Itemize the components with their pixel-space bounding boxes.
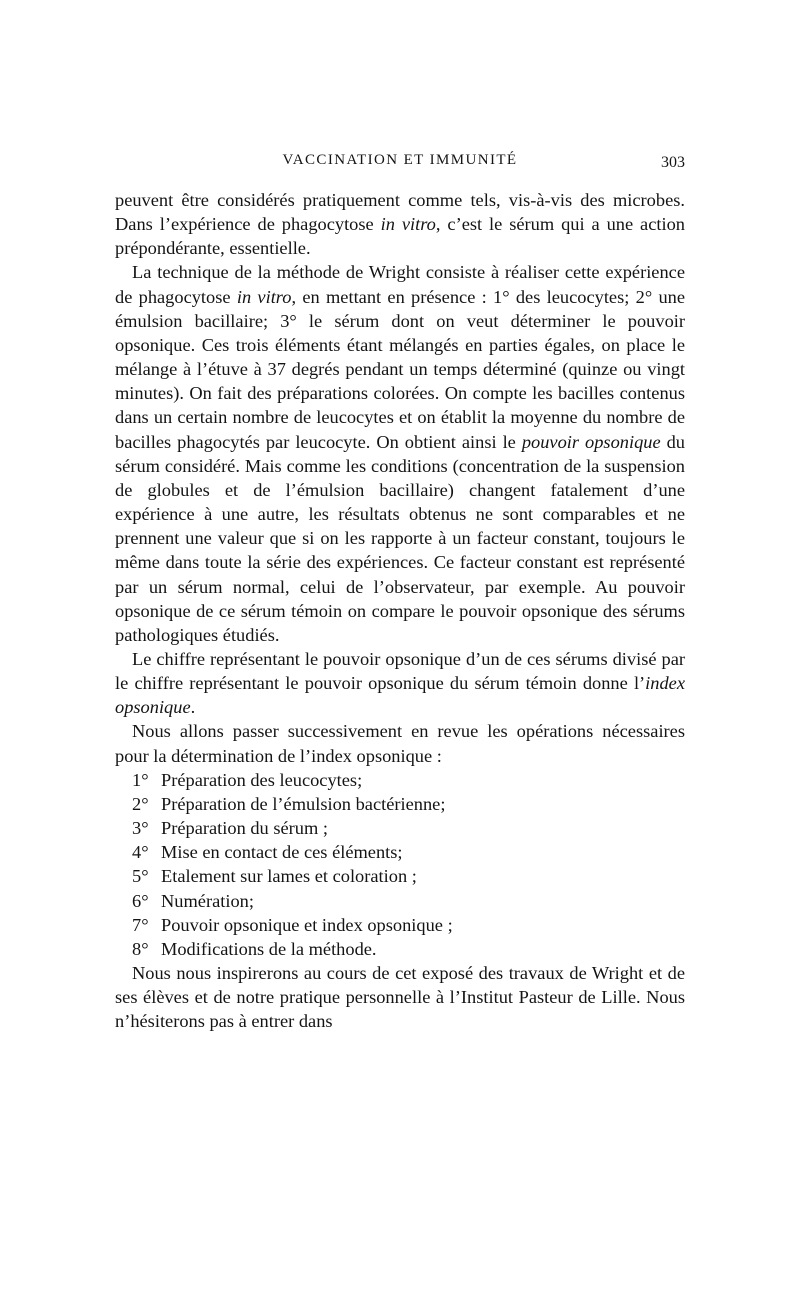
list-item-text: Pouvoir opsonique et index opsonique ; [161, 914, 453, 935]
paragraph-text: Nous nous inspirerons au cours de cet exposé des travaux de Wright et de ses élèves et de notre pratique personnelle à l’Institut Pasteur de Lille. Nous n’hésiterons pas à entrer dans [115, 963, 685, 1032]
list-item [115, 792, 685, 816]
italic-term: index opsonique [115, 673, 685, 718]
list-item [115, 913, 685, 937]
list-item [115, 816, 685, 840]
paragraph-continuation [115, 188, 685, 260]
italic-term: in vitro [380, 214, 436, 235]
italic-term: in vitro [236, 286, 292, 307]
list-item-number: 4° [132, 842, 149, 863]
list-item [115, 937, 685, 961]
list-item-text: Modifications de la méthode. [161, 938, 377, 959]
list-item-number: 2° [132, 793, 149, 814]
list-item [115, 840, 685, 864]
list-item-text: Préparation du sérum ; [161, 818, 329, 839]
list-item [115, 864, 685, 888]
operations-list [115, 768, 685, 961]
body-text [115, 188, 685, 1033]
paragraph-text: Nous allons passer successivement en revue les opérations nécessaires pour la détermination de l’index opsonique : [115, 721, 685, 766]
paragraph-text: peuvent être considérés pratiquement comme tels, vis-à-vis des microbes. Dans l’expérience de phagocytose [115, 190, 685, 235]
list-item-text: Etalement sur lames et coloration ; [161, 866, 417, 887]
paragraph-closing [115, 961, 685, 1033]
running-title: VACCINATION ET IMMUNITÉ [282, 152, 518, 168]
paragraph-text: , en mettant en présence : 1° des leucocytes; 2° une émulsion bacillaire; 3° le sérum dont on veut déterminer le pouvoir opsonique. Ces trois éléments étant mélangés en parties égales, on place le mélange à l’étuve à 37 degrés pendant un temps déterminé (quinze ou vingt minutes). On fait des préparations colorées. On compte les bacilles contenus dans un certain nombre de leucocytes et on établit la moyenne du nombre de bacilles phagocytés par leucocyte. On obtient ainsi le [115, 286, 686, 452]
paragraph-wright-technique [115, 260, 685, 647]
paragraph-text: , c’est le sérum qui a une action prépondérante, essentielle. [115, 214, 685, 259]
list-item [115, 889, 685, 913]
list-item-number: 1° [132, 769, 149, 790]
page-number: 303 [661, 154, 685, 171]
list-item-number: 5° [132, 866, 149, 887]
list-item-number: 3° [132, 818, 149, 839]
italic-term: pouvoir opsonique [521, 431, 661, 452]
paragraph-text: Le chiffre représentant le pouvoir opsonique d’un de ces sérums divisé par le chiffre représentant le pouvoir opsonique du sérum témoin donne l’ [115, 648, 685, 694]
list-item-text: Préparation de l’émulsion bactérienne; [161, 793, 446, 814]
list-item-number: 7° [132, 914, 149, 935]
list-item [115, 768, 685, 792]
list-item-number: 8° [132, 938, 149, 959]
paragraph-text: du sérum considéré. Mais comme les conditions (concentration de la suspension de globules et de l’émulsion bacillaire) changent fatalement d’une expérience à une autre, les résultats obtenus ne sont comparables et ne prennent une valeur que si on les rapporte à un facteur constant, toujours le même dans toute la série des expériences. Ce facteur constant est représenté par un sérum normal, celui de l’observateur, par exemple. Au pouvoir opsonique de ce sérum témoin on compare le pouvoir opsonique des sérums pathologiques étudiés. [115, 431, 685, 645]
paragraph-index-definition [115, 647, 685, 719]
list-item-text: Numération; [161, 890, 254, 911]
running-head [115, 150, 685, 174]
list-item-number: 6° [132, 890, 149, 911]
list-item-text: Préparation des leucocytes; [161, 769, 363, 790]
list-item-text: Mise en contact de ces éléments; [161, 842, 403, 863]
paragraph-text: . [190, 697, 196, 718]
paragraph-list-intro [115, 719, 685, 767]
paragraph-text: La technique de la méthode de Wright consiste à réaliser cette expérience de phagocytose [115, 262, 685, 307]
